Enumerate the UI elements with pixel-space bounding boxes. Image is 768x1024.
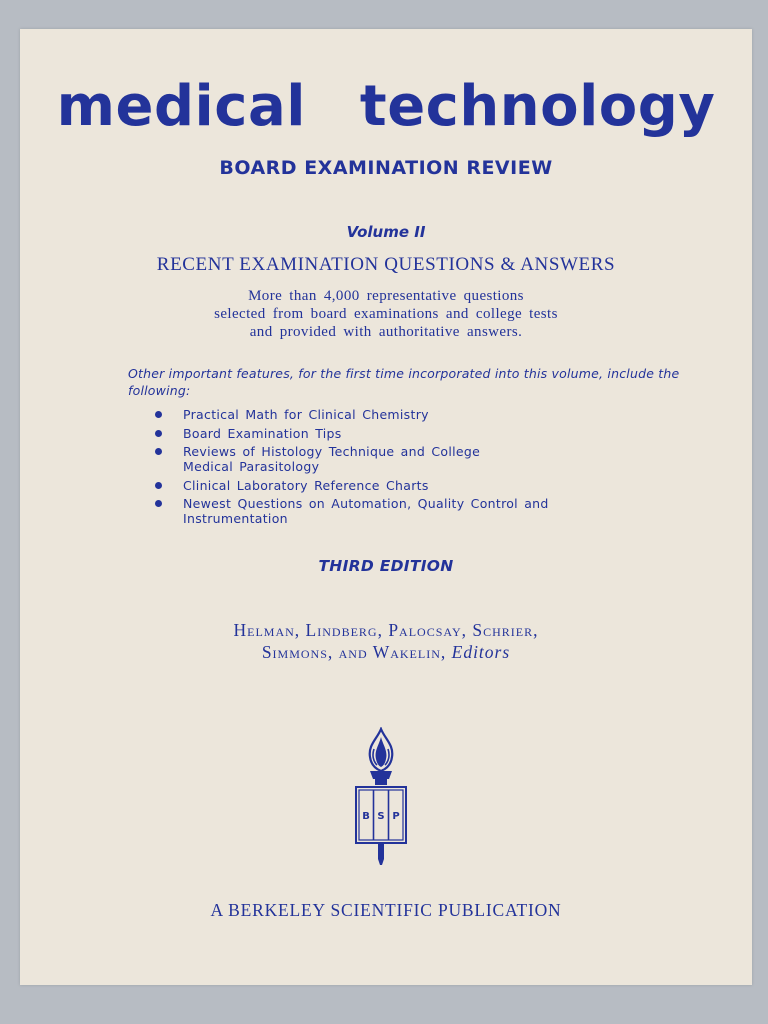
volume-label: Volume II [346, 223, 426, 241]
editors-line: Helman, Lindberg, Palocsay, Schrier, [233, 620, 539, 640]
features-intro: Other important features, for the first time incorporated into this volume, include the following: [128, 366, 680, 398]
logo-letter: B [362, 811, 370, 822]
description-line: and provided with authoritative answers. [249, 324, 523, 340]
editors [20, 619, 752, 663]
editors-line [20, 641, 752, 663]
editors-role: Editors [451, 642, 511, 662]
cover-title: medical technology [56, 74, 716, 139]
feature-item: Practical Math for Clinical Chemistry [152, 407, 612, 422]
edition-label: THIRD EDITION [318, 557, 454, 575]
description [20, 287, 752, 341]
cover-subtitle: BOARD EXAMINATION REVIEW [219, 157, 553, 179]
section-heading: RECENT EXAMINATION QUESTIONS & ANSWERS [156, 254, 616, 275]
feature-item: Clinical Laboratory Reference Charts [152, 478, 612, 493]
book-cover [20, 29, 752, 985]
description-line: selected from board examinations and college tests [214, 306, 558, 322]
feature-item: Board Examination Tips [152, 426, 612, 441]
feature-item: Newest Questions on Automation, Quality Control and Instrumentation [152, 496, 583, 526]
publisher: A BERKELEY SCIENTIFIC PUBLICATION [210, 900, 562, 920]
description-line: More than 4,000 representative questions [248, 288, 524, 304]
logo-letter: P [392, 811, 400, 822]
features-list [152, 407, 612, 530]
torch-book-icon [350, 727, 412, 867]
logo-letter: S [377, 811, 385, 822]
editors-names: Simmons, and Wakelin, [261, 642, 447, 662]
feature-item: Reviews of Histology Technique and College Medical Parasitology [152, 444, 483, 474]
